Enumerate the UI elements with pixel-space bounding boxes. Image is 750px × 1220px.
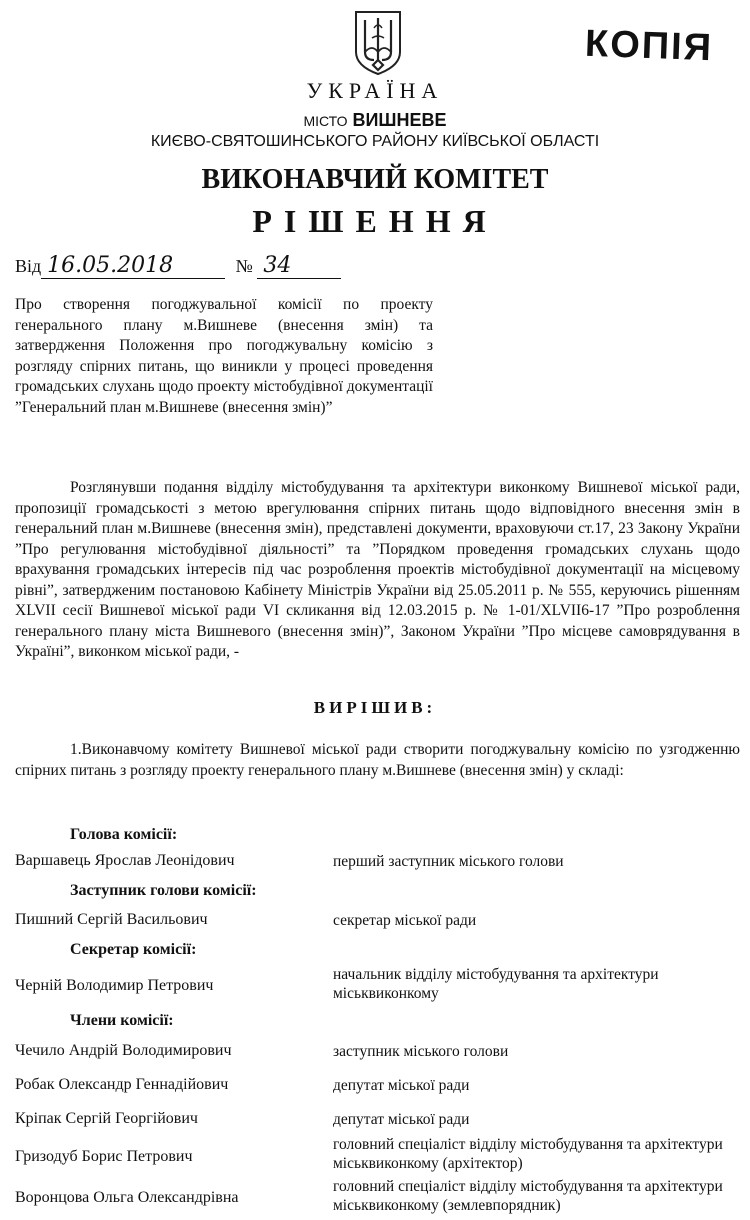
number-label: №: [235, 256, 253, 276]
member-name: Чечило Андрій Володимирович: [15, 1042, 232, 1059]
member-position: головний спеціаліст відділу містобудування та архітектури міськвиконкому (землевпорядник): [333, 1178, 723, 1214]
item-1-paragraph: 1.Виконавчому комітету Вишневої міської ради створити погоджувальну комісію по узгодженню спірних питань з розгляду проекту генерального плану м.Вишневе (внесення змін) у складі:: [15, 741, 740, 779]
date-label: Від: [15, 256, 42, 276]
member-name: Робак Олександр Геннадійович: [15, 1076, 229, 1093]
resolved-heading: ВИРІШИВ:: [313, 698, 437, 717]
district-line: КИЄВО-СВЯТОШИНСЬКОГО РАЙОНУ КИЇВСЬКОЇ ОБЛАСТІ: [150, 133, 600, 150]
head-label: Голова комісії:: [70, 826, 178, 843]
head-position: перший заступник міського голови: [333, 853, 564, 870]
member-name: Кріпак Сергій Георгійович: [15, 1110, 198, 1127]
head-name: Варшавець Ярослав Леонідович: [15, 852, 235, 869]
handwritten-number: 34: [257, 253, 341, 279]
deputy-position: секретар міської ради: [333, 912, 477, 929]
member-position: депутат міської ради: [333, 1111, 470, 1128]
member-position: заступник міського голови: [333, 1043, 509, 1060]
members-label: Члени комісії:: [70, 1012, 174, 1029]
city-prefix: МІСТО: [303, 113, 348, 129]
handwritten-date: 16.05.2018: [41, 253, 225, 279]
secretary-label: Секретар комісії:: [70, 941, 197, 958]
secretary-position: начальник відділу містобудування та архітектури міськвиконкому: [333, 966, 659, 1002]
dateline: [15, 253, 341, 279]
city-line: [0, 110, 750, 131]
committee-title: ВИКОНАВЧИЙ КОМІТЕТ: [201, 164, 549, 195]
member-position: головний спеціаліст відділу містобудування та архітектури міськвиконкому (архітектор): [333, 1136, 723, 1172]
coat-of-arms-icon: [352, 8, 404, 76]
member-name: Гризодуб Борис Петрович: [15, 1148, 193, 1165]
member-name: Воронцова Ольга Олександрівна: [15, 1189, 239, 1206]
member-position: депутат міської ради: [333, 1077, 470, 1094]
copy-stamp: КОПІЯ: [584, 22, 714, 70]
secretary-name: Черній Володимир Петрович: [15, 977, 214, 994]
decision-subject: Про створення погоджувальної комісії по проекту генерального плану м.Вишневе (внесення змін) та затвердження Положення про погоджувальну комісію з розгляду спірних питань, що виникли у процесі проведення громадських слухань щодо проекту містобудівної документації ”Генеральний план м.Вишневе (внесення змін)”: [15, 296, 433, 416]
document-type: РІШЕННЯ: [252, 203, 498, 239]
deputy-name: Пишний Сергій Васильович: [15, 911, 208, 928]
deputy-label: Заступник голови комісії:: [70, 882, 257, 899]
city-name: ВИШНЕВЕ: [352, 110, 447, 130]
country-title: УКРАЇНА: [306, 78, 444, 103]
preamble-paragraph: Розглянувши подання відділу містобудування та архітектури виконкому Вишневої міської ради, пропозиції громадськості з метою врегулювання спірних питань щодо відповідного внесення змін в генеральний план м.Вишневе (внесення змін), представлені документи, враховуючи ст.17, 23 Закону України ”Про регулювання містобудівної діяльності” та ”Порядком проведення громадських слухань щодо врахування громадських інтересів під час розроблення проектів містобудівної документації на місцевому рівні”, затвердженим постановою Кабінету Міністрів України від 25.05.2011 р. № 555, керуючись рішенням XLVII сесії Вишневої міської ради VI скликання від 12.03.2015 р. № 1-01/XLVII6-17 ”Про розроблення генерального плану міста Вишневого (внесення змін)”, Законом України ”Про місцеве самоврядування в Україні”, виконком міської ради, -: [15, 479, 740, 660]
